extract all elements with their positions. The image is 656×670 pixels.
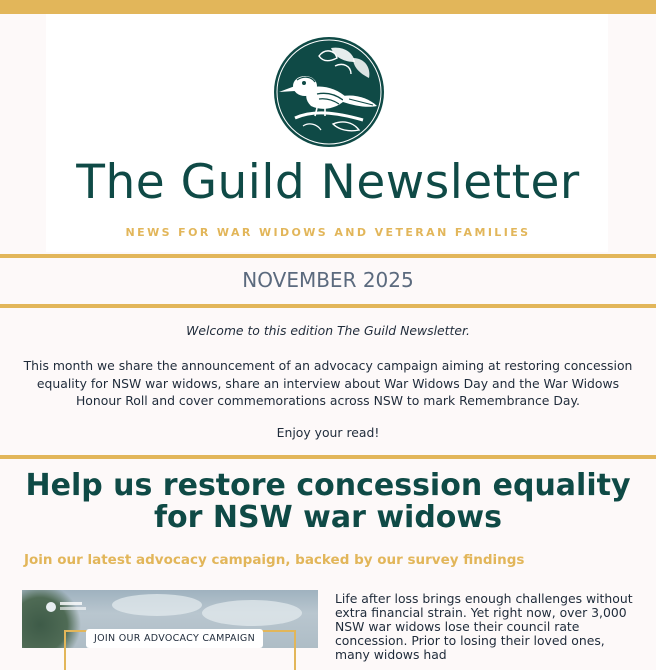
image-logo-text [60, 607, 86, 610]
divider-bottom [0, 455, 656, 459]
divider-middle [0, 304, 656, 308]
cloud-shape [112, 594, 202, 616]
article-subheading: Join our latest advocacy campaign, backed by our survey findings [24, 552, 525, 568]
intro-signoff: Enjoy your read! [276, 425, 380, 440]
image-logo-icon [46, 602, 56, 612]
newsletter-title: The Guild Newsletter [76, 155, 580, 210]
issue-date: NOVEMBER 2025 [242, 268, 414, 292]
kookaburra-logo-icon [273, 36, 385, 148]
top-accent-bar [0, 0, 656, 14]
campaign-image[interactable] [22, 590, 318, 648]
intro-welcome: Welcome to this edition The Guild Newsletter. [186, 323, 470, 338]
newsletter-tagline: NEWS FOR WAR WIDOWS AND VETERAN FAMILIES [125, 226, 531, 239]
cloud-shape [202, 600, 302, 626]
campaign-image-badge: JOIN OUR ADVOCACY CAMPAIGN [86, 629, 263, 648]
divider-top [0, 254, 656, 258]
article-body: Life after loss brings enough challenges without extra financial strain. Yet right now, over 3,000 NSW war widows lose their council rate concession. Prior to losing their loved ones, many widows had [335, 591, 633, 662]
image-logo-text [60, 602, 82, 605]
intro-summary: This month we share the announcement of an advocacy campaign aiming at restoring concession equality for NSW war widows, share an interview about War Widows Day and the War Widows Honour Roll and cover commemorations across NSW to mark Remembrance Day. [23, 358, 633, 409]
article-headline: Help us restore concession equality for NSW war widows [25, 468, 631, 535]
